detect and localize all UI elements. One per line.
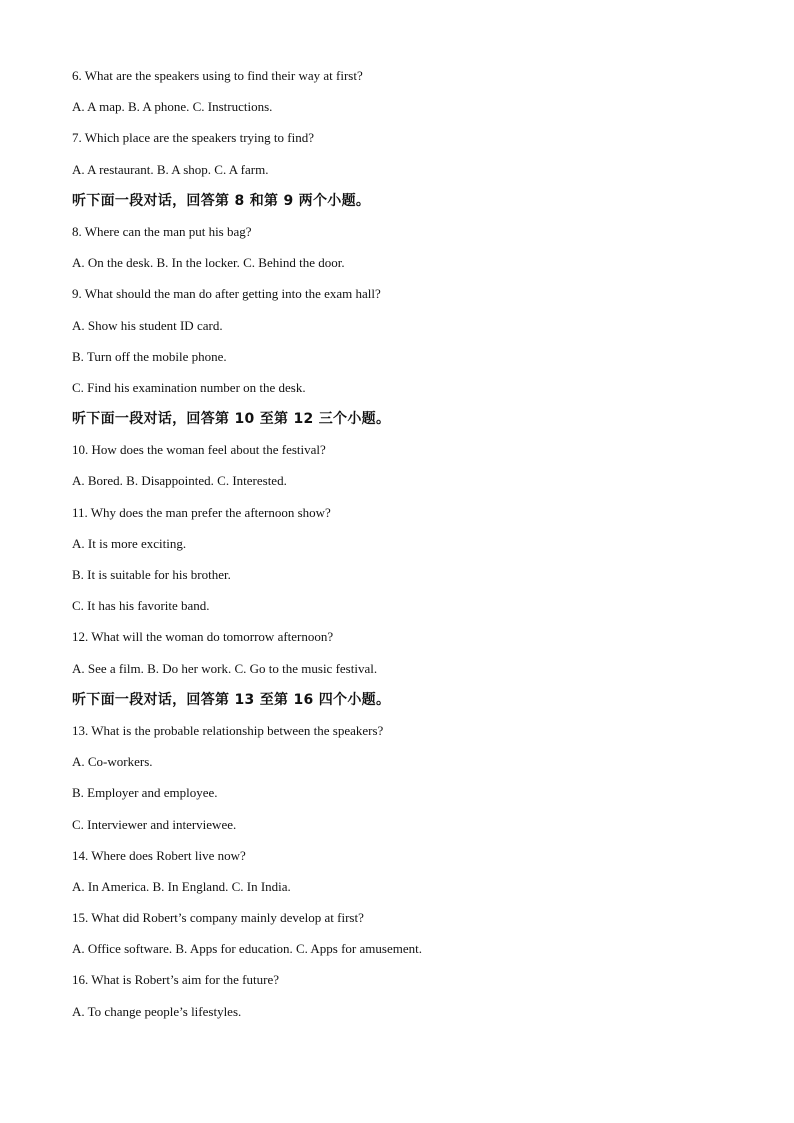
section-heading-10-12: 听下面一段对话，回答第 10 至第 12 三个小题。 bbox=[72, 411, 391, 428]
question-9-option-a: A. Show his student ID card. bbox=[72, 317, 223, 333]
question-9-option-c: C. Find his examination number on the desk. bbox=[72, 379, 306, 395]
question-16: 16. What is Robert’s aim for the future? bbox=[72, 972, 279, 988]
question-12-options: A. See a film. B. Do her work. C. Go to the music festival. bbox=[72, 660, 378, 676]
question-14: 14. Where does Robert live now? bbox=[72, 847, 246, 863]
section-heading-8-9: 听下面一段对话，回答第 8 和第 9 两个小题。 bbox=[72, 192, 371, 209]
question-8: 8. Where can the man put his bag? bbox=[72, 223, 252, 239]
question-7-options: A. A restaurant. B. A shop. C. A farm. bbox=[72, 161, 269, 177]
question-16-option-a: A. To change people’s lifestyles. bbox=[72, 1003, 242, 1019]
question-10: 10. How does the woman feel about the festival? bbox=[72, 442, 326, 458]
question-6: 6. What are the speakers using to find their way at first? bbox=[72, 68, 363, 83]
question-15-options: A. Office software. B. Apps for education. C. Apps for amusement. bbox=[72, 941, 422, 957]
question-13-option-a: A. Co-workers. bbox=[72, 754, 153, 770]
question-14-options: A. In America. B. In England. C. In India. bbox=[72, 878, 291, 894]
question-13-option-b: B. Employer and employee. bbox=[72, 785, 218, 801]
question-15: 15. What did Robert’s company mainly develop at first? bbox=[72, 910, 364, 926]
exam-content bbox=[72, 67, 762, 1034]
question-13: 13. What is the probable relationship between the speakers? bbox=[72, 722, 384, 738]
question-11: 11. Why does the man prefer the afternoon show? bbox=[72, 504, 331, 520]
question-13-option-c: C. Interviewer and interviewee. bbox=[72, 816, 237, 832]
question-8-options: A. On the desk. B. In the locker. C. Behind the door. bbox=[72, 255, 345, 271]
question-7: 7. Which place are the speakers trying to find? bbox=[72, 130, 314, 146]
section-heading-13-16: 听下面一段对话，回答第 13 至第 16 四个小题。 bbox=[72, 691, 391, 708]
question-12: 12. What will the woman do tomorrow afternoon? bbox=[72, 629, 334, 645]
question-9: 9. What should the man do after getting into the exam hall? bbox=[72, 286, 381, 302]
question-11-option-c: C. It has his favorite band. bbox=[72, 598, 210, 614]
question-11-option-b: B. It is suitable for his brother. bbox=[72, 567, 231, 582]
question-6-options: A. A map. B. A phone. C. Instructions. bbox=[72, 99, 273, 115]
question-10-options: A. Bored. B. Disappointed. C. Interested. bbox=[72, 473, 287, 489]
question-9-option-b: B. Turn off the mobile phone. bbox=[72, 348, 227, 364]
question-11-option-a: A. It is more exciting. bbox=[72, 535, 187, 551]
